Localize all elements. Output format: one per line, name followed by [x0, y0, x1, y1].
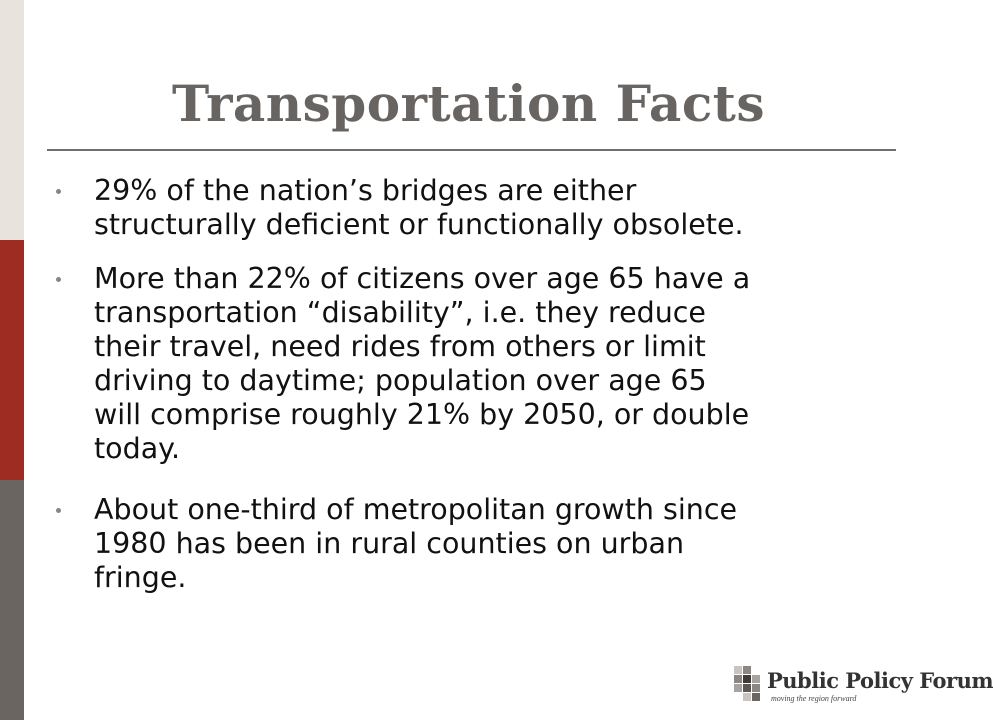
- bullet-dot-icon: [56, 277, 61, 282]
- organization-logo: [734, 666, 993, 710]
- pixel-grid-icon: [734, 666, 764, 706]
- bullet-text: More than 22% of citizens over age 65 have a transportation “disability”, i.e. they reduce their travel, need rides from others or limit driving to daytime; population over age 65 will comprise roughly 21% by 2050, or double today.: [94, 262, 751, 465]
- logo-name: Public Policy Forum: [767, 668, 993, 693]
- side-bar-bottom: [0, 480, 24, 720]
- bullet-dot-icon: [56, 508, 61, 513]
- logo-tagline: moving the region forward: [771, 694, 857, 703]
- side-bar-middle: [0, 240, 24, 480]
- slide-title: Transportation Facts: [172, 74, 766, 133]
- bullet-dot-icon: [56, 189, 61, 194]
- bullet-text: 29% of the nation’s bridges are either structurally deficient or functionally obsolete.: [94, 174, 744, 241]
- title-underline: [47, 149, 896, 151]
- bullet-text: About one-third of metropolitan growth since 1980 has been in rural counties on urban fringe.: [94, 493, 738, 594]
- side-bar-top: [0, 0, 24, 240]
